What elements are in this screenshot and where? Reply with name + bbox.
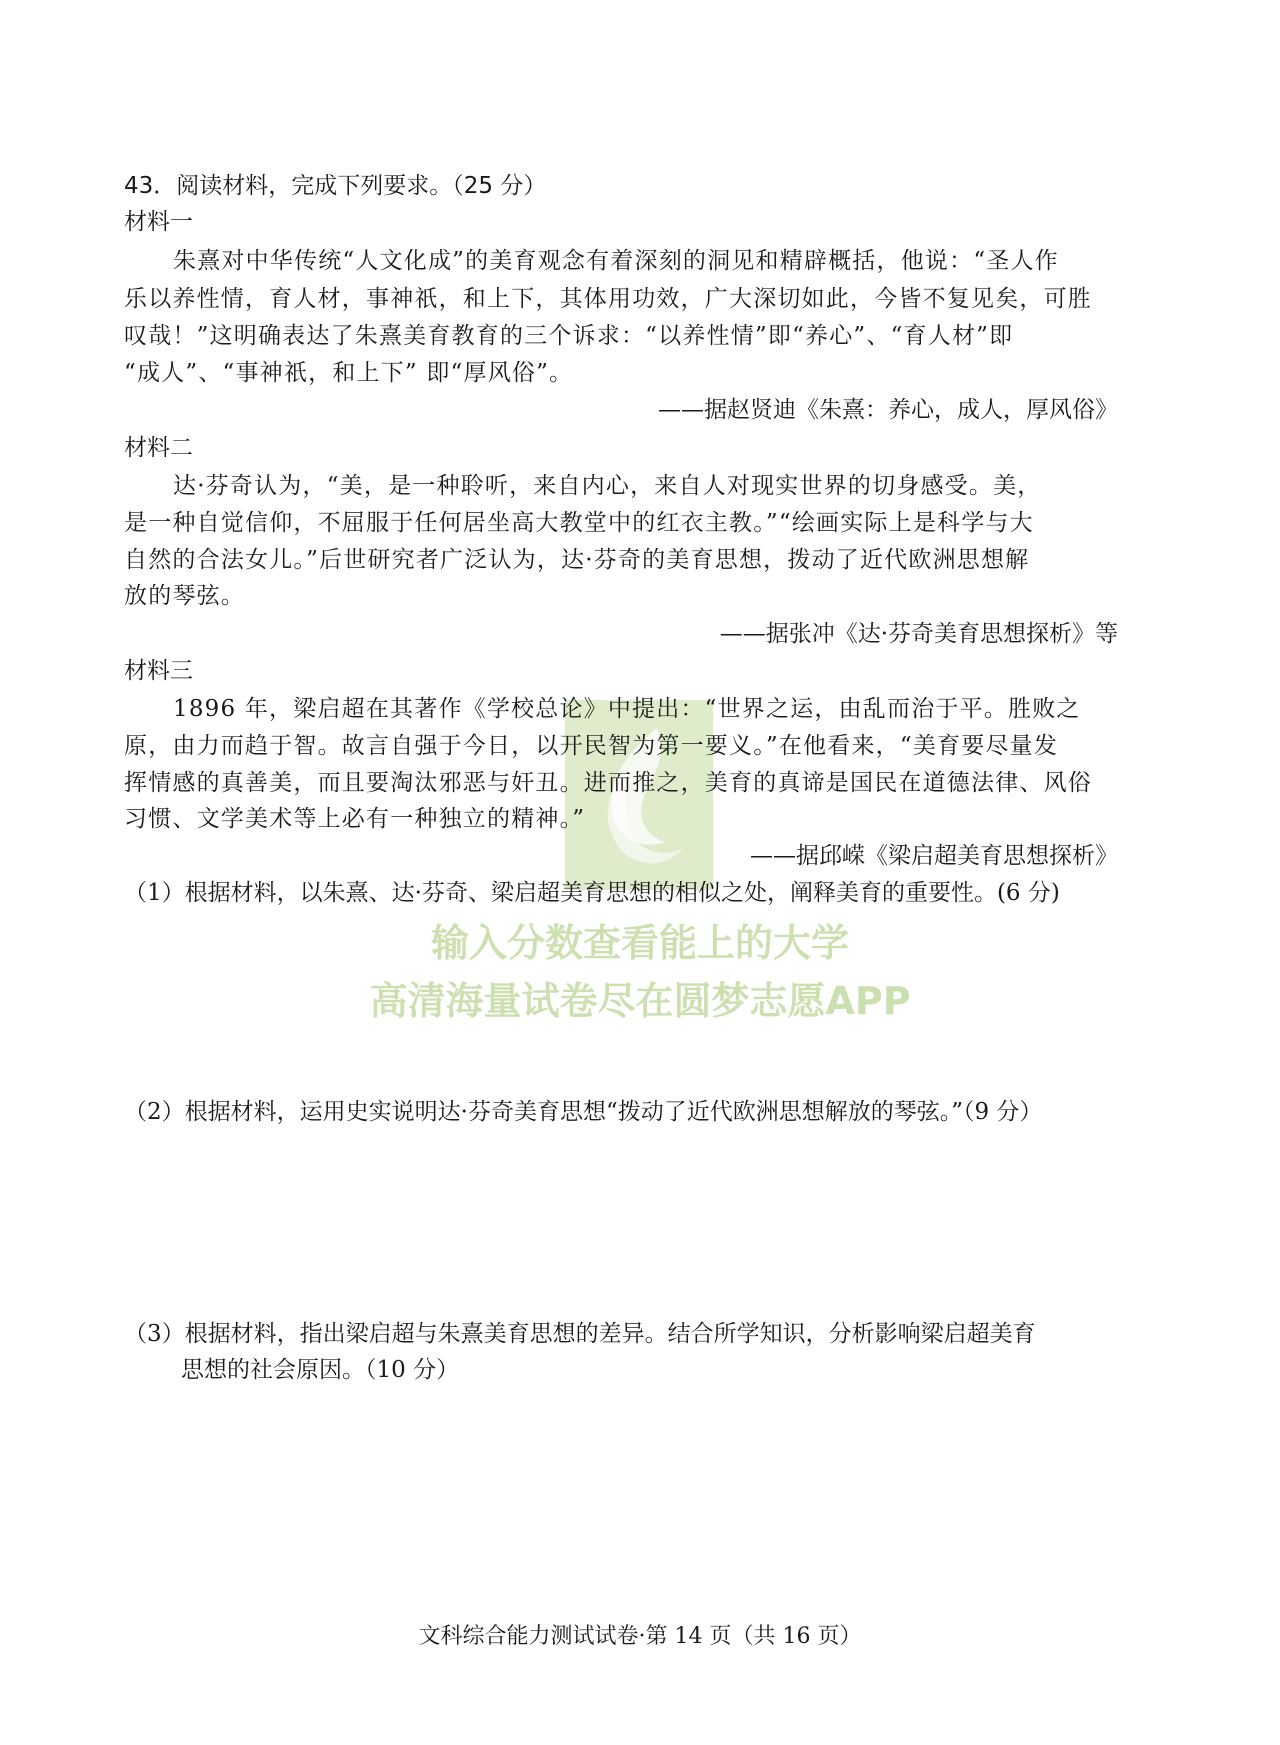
material2-label: 材料二 xyxy=(124,435,193,461)
question-3-line1: （3）根据材料，指出梁启超与朱熹美育思想的差异。结合所学知识，分析影响梁启超美育 xyxy=(124,1321,1036,1347)
page-footer: 文科综合能力测试试卷·第 14 页（共 16 页） xyxy=(418,1624,862,1649)
watermark-text-line1: 输入分数查看能上的大学 xyxy=(430,921,849,965)
question-1: （1）根据材料，以朱熹、达·芬奇、梁启超美育思想的相似之处，阐释美育的重要性。(6 分) xyxy=(124,880,1060,906)
material3-label: 材料三 xyxy=(124,658,193,684)
material3-line: 1896 年，梁启超在其著作《学校总论》中提出：“世界之运，由乱而治于平。胜败之 xyxy=(173,696,1081,722)
watermark-text-line2: 高清海量试卷尽在圆梦志愿APP xyxy=(369,979,911,1023)
material3-line: 挥情感的真善美，而且要淘汰邪恶与奸丑。进而推之，美育的真谛是国民在道德法律、风俗 xyxy=(124,770,1092,796)
material3-source: ——据邱嵘《梁启超美育思想探析》 xyxy=(750,843,1118,869)
material1-source: ——据赵贤迪《朱熹：养心，成人，厚风俗》 xyxy=(658,397,1118,423)
material3-line: 习惯、文学美术等上必有一种独立的精神。” xyxy=(124,806,586,832)
material2-line: 是一种自觉信仰，不屈服于任何居坐高大教堂中的红衣主教。”“绘画实际上是科学与大 xyxy=(124,510,1034,536)
question-heading: 43．阅读材料，完成下列要求。（25 分） xyxy=(124,173,547,199)
material2-line: 自然的合法女儿。”后世研究者广泛认为，达·芬奇的美育思想，拨动了近代欧洲思想解 xyxy=(124,547,1030,573)
material3-line: 原，由力而趋于智。故言自强于今日，以开民智为第一要义。”在他看来，“美育要尽量发 xyxy=(124,733,1059,759)
material1-line: “成人”、“事神祇，和上下” 即“厚风俗”。 xyxy=(124,360,574,386)
material2-source: ——据张冲《达·芬奇美育思想探析》等 xyxy=(719,621,1118,647)
material1-line: 叹哉！”这明确表达了朱熹美育教育的三个诉求：“以养性情”即“养心”、“育人材”即 xyxy=(124,323,1014,349)
material1-line: 乐以养性情，育人材，事神祇，和上下，其体用功效，广大深切如此，今皆不复见矣，可胜 xyxy=(124,286,1092,312)
question-2: （2）根据材料，运用史实说明达·芬奇美育思想“拨动了近代欧洲思想解放的琴弦。”（9 分） xyxy=(124,1099,1043,1125)
question-3-line2: 思想的社会原因。（10 分） xyxy=(181,1357,460,1383)
material2-line: 达·芬奇认为，“美，是一种聆听，来自内心，来自人对现实世界的切身感受。美， xyxy=(173,473,1042,499)
material1-label: 材料一 xyxy=(124,209,193,235)
material2-line: 放的琴弦。 xyxy=(124,583,245,609)
material1-line: 朱熹对中华传统“人文化成”的美育观念有着深刻的洞见和精辟概括，他说：“圣人作 xyxy=(173,248,1059,274)
